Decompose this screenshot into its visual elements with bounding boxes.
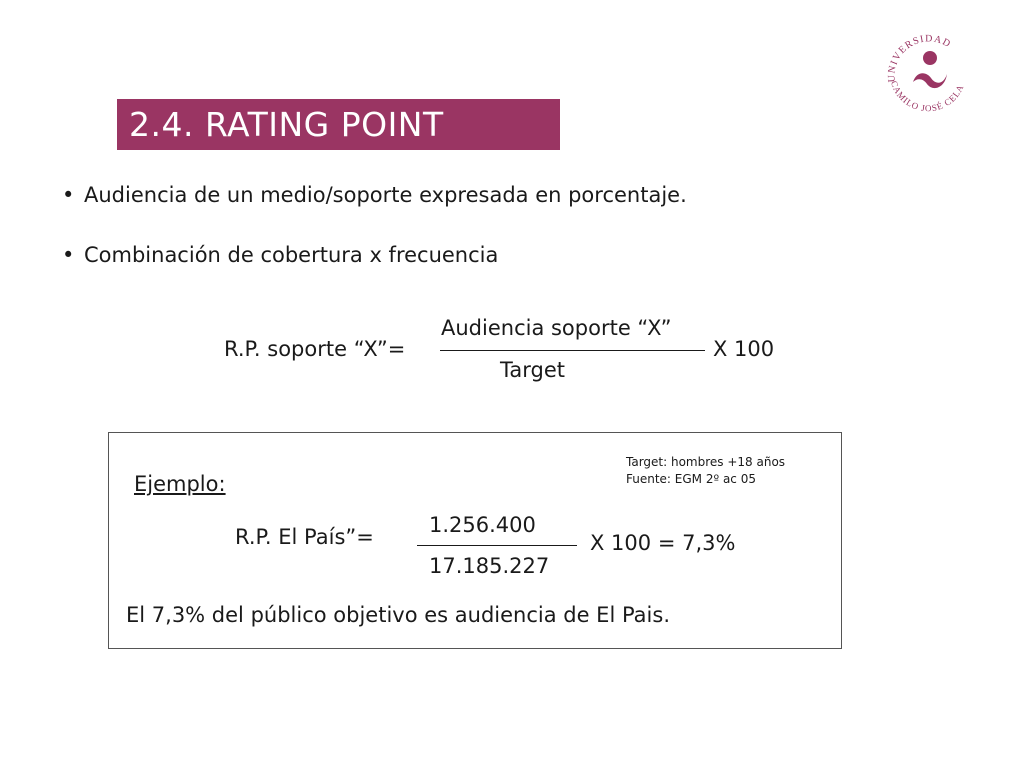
- university-logo: [883, 30, 973, 120]
- bullet-symbol: •: [62, 183, 75, 207]
- example-lhs: R.P. El País”=: [235, 525, 374, 549]
- example-result: X 100 = 7,3%: [590, 531, 736, 555]
- logo-text-bottom: CAMILO JOSÉ CELA: [888, 79, 966, 114]
- example-note-target: Target: hombres +18 años: [626, 455, 786, 469]
- example-box: [108, 432, 842, 649]
- title-bar: [117, 99, 560, 150]
- formula-numerator: Audiencia soporte “X”: [441, 316, 672, 340]
- bullet-symbol: •: [62, 243, 75, 267]
- bullet-item: [62, 183, 687, 207]
- formula-fraction-line: [440, 350, 705, 351]
- example-numerator: 1.256.400: [429, 513, 536, 537]
- logo-text-top: UNIVERSIDAD: [886, 33, 954, 83]
- bullet-item: [62, 243, 498, 267]
- bullet-text: Audiencia de un medio/soporte expresada en porcentaje.: [84, 183, 687, 207]
- example-denominator: 17.185.227: [429, 554, 550, 578]
- ucjc-mark-icon: [913, 51, 947, 88]
- bullet-text: Combinación de cobertura x frecuencia: [84, 243, 499, 267]
- example-notes: [626, 454, 785, 488]
- formula-multiplier: X 100: [713, 337, 775, 361]
- example-fraction-line: [417, 545, 577, 546]
- example-conclusion: El 7,3% del público objetivo es audiencia de El Pais.: [126, 603, 671, 627]
- formula-denominator: Target: [500, 358, 565, 382]
- slide-title: 2.4. RATING POINT: [129, 105, 444, 144]
- formula-lhs: R.P. soporte “X”=: [224, 337, 406, 361]
- example-note-source: Fuente: EGM 2º ac 05: [626, 472, 756, 486]
- example-label: Ejemplo:: [134, 472, 226, 496]
